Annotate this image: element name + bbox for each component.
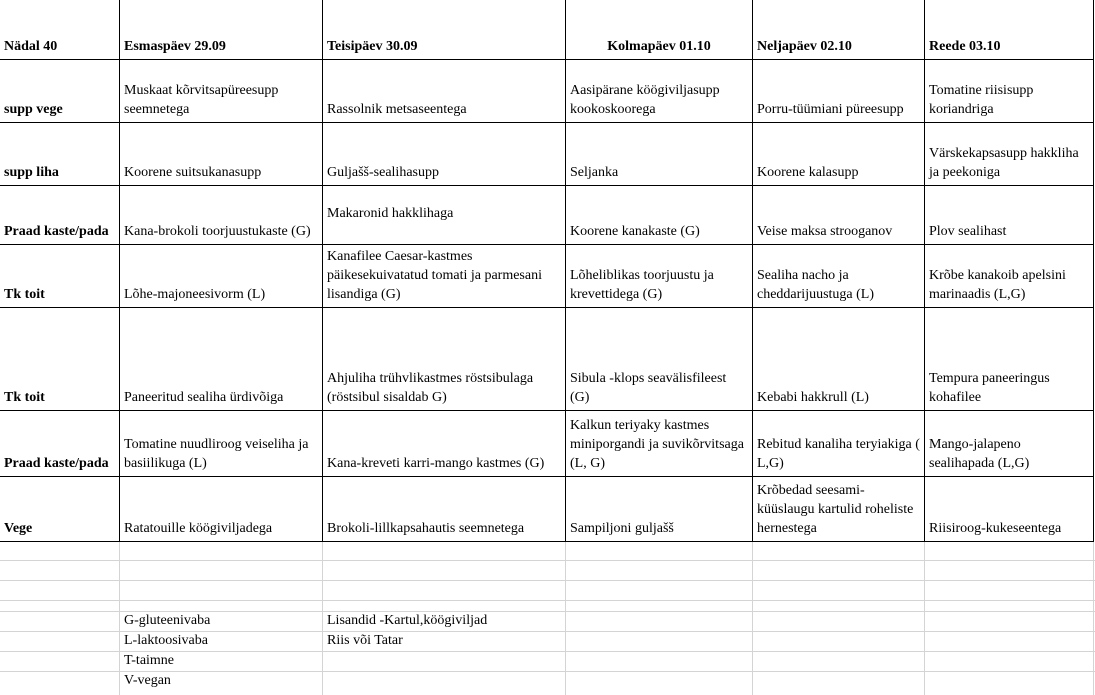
menu-item: Krõbedad seesami-küüslaugu kartulid roheliste hernestega <box>757 483 914 536</box>
gridline <box>0 600 1095 601</box>
menu-item: Muskaat kõrvitsapüreesupp seemnetega <box>124 83 279 117</box>
menu-item: Tempura paneeringus kohafilee <box>929 371 1050 405</box>
side-dish-note: Riis või Tatar <box>327 633 403 648</box>
menu-item: Brokoli-lillkapsahautis seemnetega <box>327 521 525 536</box>
menu-item: Koorene suitsukanasupp <box>124 165 262 180</box>
row-label: supp vege <box>4 102 63 117</box>
menu-item: Sibula -klops seavälisfileest (G) <box>570 371 727 405</box>
menu-item: Aasipärane köögiviljasupp kookoskoorega <box>570 83 720 117</box>
menu-item: Rebitud kanaliha teryiakiga ( L,G) <box>757 437 920 471</box>
menu-item: Lõhe-majoneesivorm (L) <box>124 287 266 302</box>
gridline <box>752 541 753 695</box>
menu-item: Guljašš-sealihasupp <box>327 165 439 180</box>
menu-item: Tomatine riisisupp koriandriga <box>929 83 1034 117</box>
day-header: Reede 03.10 <box>929 39 1001 54</box>
side-dish-note: Lisandid -Kartul,köögiviljad <box>327 613 488 628</box>
menu-item: Kana-kreveti karri-mango kastmes (G) <box>327 456 545 471</box>
menu-item: Krõbe kanakoib apelsini marinaadis (L,G) <box>929 268 1066 302</box>
day-header: Teisipäev 30.09 <box>327 39 418 54</box>
row-label: Praad kaste/pada <box>4 224 109 239</box>
week-label: Nädal 40 <box>4 39 58 54</box>
menu-item: Veise maksa strooganov <box>757 224 893 239</box>
menu-item: Rassolnik metsaseentega <box>327 102 467 117</box>
legend-item: L-laktoosivaba <box>124 633 208 648</box>
table-border <box>0 541 1094 542</box>
table-border <box>1093 0 1094 541</box>
row-label: Praad kaste/pada <box>4 456 109 471</box>
menu-item: Kanafilee Caesar-kastmes päikesekuivatatud tomati ja parmesani lisandiga (G) <box>327 249 542 302</box>
menu-item: Ahjuliha trühvlikastmes röstsibulaga (röstsibul sisaldab G) <box>327 371 534 405</box>
menu-item: Sealiha nacho ja cheddarijuustuga (L) <box>757 268 875 302</box>
menu-item: Porru-tüümiani püreesupp <box>757 102 904 117</box>
row-label: Vege <box>4 521 33 536</box>
menu-item: Kalkun teriyaky kastmes miniporgandi ja suvikõrvitsaga (L, G) <box>570 418 744 471</box>
gridline <box>565 541 566 695</box>
gridline <box>924 541 925 695</box>
menu-item: Plov sealihast <box>929 224 1007 239</box>
menu-item: Paneeritud sealiha ürdivõiga <box>124 390 284 405</box>
menu-item: Lõheliblikas toorjuustu ja krevettidega (G) <box>570 268 714 302</box>
row-label: Tk toit <box>4 390 45 405</box>
legend-item: G-gluteenivaba <box>124 613 211 628</box>
menu-item: Sampiljoni guljašš <box>570 521 674 536</box>
menu-item: Ratatouille köögiviljadega <box>124 521 273 536</box>
menu-item: Koorene kanakaste (G) <box>570 224 700 239</box>
menu-item: Seljanka <box>570 165 619 180</box>
day-header: Kolmapäev 01.10 <box>607 39 711 54</box>
menu-item: Tomatine nuudliroog veiseliha ja basiilikuga (L) <box>124 437 309 471</box>
gridline <box>0 580 1095 581</box>
menu-item: Värskekapsasupp hakkliha ja peekoniga <box>929 146 1079 180</box>
day-header: Esmaspäev 29.09 <box>124 39 226 54</box>
day-header: Neljapäev 02.10 <box>757 39 852 54</box>
gridline <box>1093 541 1094 695</box>
row-label: Tk toit <box>4 287 45 302</box>
row-label: supp liha <box>4 165 59 180</box>
menu-item: Riisiroog-kukeseentega <box>929 521 1062 536</box>
menu-item: Koorene kalasupp <box>757 165 859 180</box>
menu-item: Makaronid hakklihaga <box>327 206 454 221</box>
menu-item: Kana-brokoli toorjuustukaste (G) <box>124 224 311 239</box>
legend-item: V-vegan <box>124 673 171 688</box>
menu-item: Mango-jalapeno sealihapada (L,G) <box>929 437 1030 471</box>
gridline <box>0 560 1095 561</box>
menu-item: Kebabi hakkrull (L) <box>757 390 869 405</box>
legend-item: T-taimne <box>124 653 175 668</box>
